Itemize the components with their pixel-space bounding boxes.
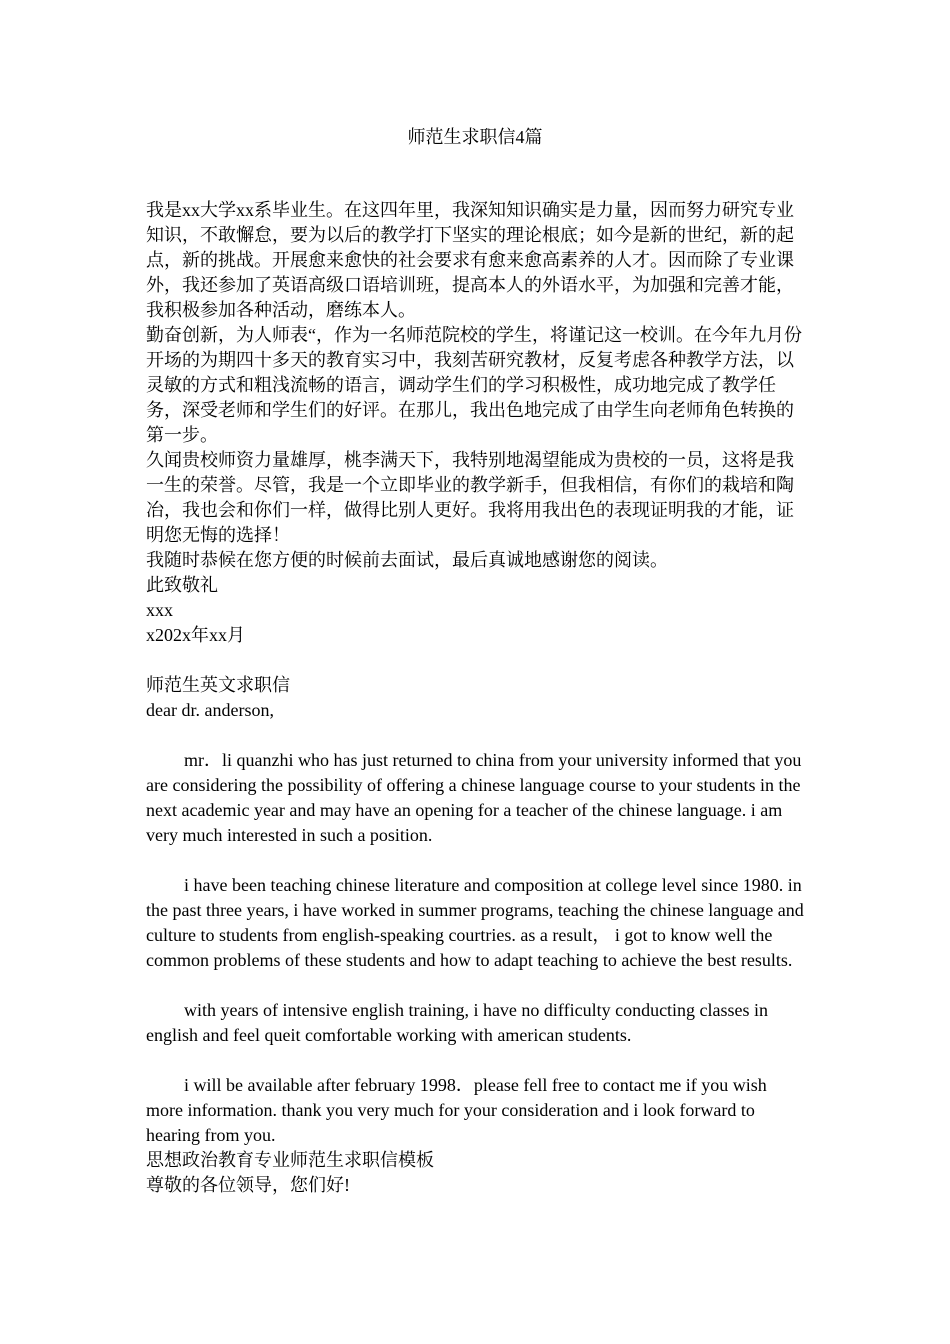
letter1-date: x202x年xx月	[146, 625, 245, 645]
spacer	[146, 648, 808, 673]
letter2-paragraph: i will be available after february 1998．please fell free to contact me if you wish more information. thank you very much for your consideration and i look forward to hearing from you.	[146, 1075, 767, 1145]
letter2-paragraph: with years of intensive english training, i have no difficulty conducting classes in english and feel queit comfortable working with american students.	[146, 1000, 769, 1045]
spacer	[146, 848, 808, 873]
spacer	[146, 723, 808, 748]
letter1-signature: xxx	[146, 600, 173, 620]
letter2-salutation: dear dr. anderson,	[146, 700, 274, 720]
letter3-heading: 思想政治教育专业师范生求职信模板	[146, 1150, 434, 1170]
letter2-heading: 师范生英文求职信	[146, 675, 290, 695]
document-body	[146, 198, 808, 1198]
letter1-paragraph: 勤奋创新，为人师表“，作为一名师范院校的学生，将谨记这一校训。在今年九月份开场的为期四十多天的教育实习中，我刻苦研究教材，反复考虑各种教学方法，以灵敏的方式和粗浅流畅的语言，调动学生们的学习积极性，成功地完成了教学任务，深受老师和学生们的好评。在那儿，我出色地完成了由学生向老师角色转换的第一步。	[146, 325, 802, 445]
document-title: 师范生求职信4篇	[407, 127, 543, 147]
letter3-salutation: 尊敬的各位领导，您们好!	[146, 1175, 350, 1195]
letter2-paragraph: mr．li quanzhi who has just returned to china from your university informed that you are considering the possibility of offering a chinese language course to your students in the next academic year and may have an opening for a teacher of the chinese language. i am very much interested in such a position.	[146, 750, 802, 845]
letter1-paragraph: 我是xx大学xx系毕业生。在这四年里，我深知知识确实是力量，因而努力研究专业知识，不敢懈怠，要为以后的教学打下坚实的理论根底；如今是新的世纪，新的起点，新的挑战。开展愈来愈快的社会要求有愈来愈高素养的人才。因而除了专业课外，我还参加了英语高级口语培训班，提高本人的外语水平，为加强和完善才能，我积极参加各种活动，磨练本人。	[146, 200, 794, 320]
letter1-paragraph: 我随时恭候在您方便的时候前去面试，最后真诚地感谢您的阅读。	[146, 550, 668, 570]
letter1-closing: 此致敬礼	[146, 575, 218, 595]
letter2-paragraph: i have been teaching chinese literature and composition at college level since 1980. in the past three years, i have worked in summer programs, teaching the chinese language and culture to students from english-speaking courtries. as a result， i got to know well the common problems of these students and how to adapt teaching to achieve the best results.	[146, 875, 804, 970]
letter1-paragraph: 久闻贵校师资力量雄厚，桃李满天下，我特别地渴望能成为贵校的一员，这将是我一生的荣誉。尽管，我是一个立即毕业的教学新手，但我相信，有你们的栽培和陶冶，我也会和你们一样，做得比别人更好。我将用我出色的表现证明我的才能，证明您无悔的选择！	[146, 450, 794, 545]
spacer	[146, 1048, 808, 1073]
spacer	[146, 973, 808, 998]
